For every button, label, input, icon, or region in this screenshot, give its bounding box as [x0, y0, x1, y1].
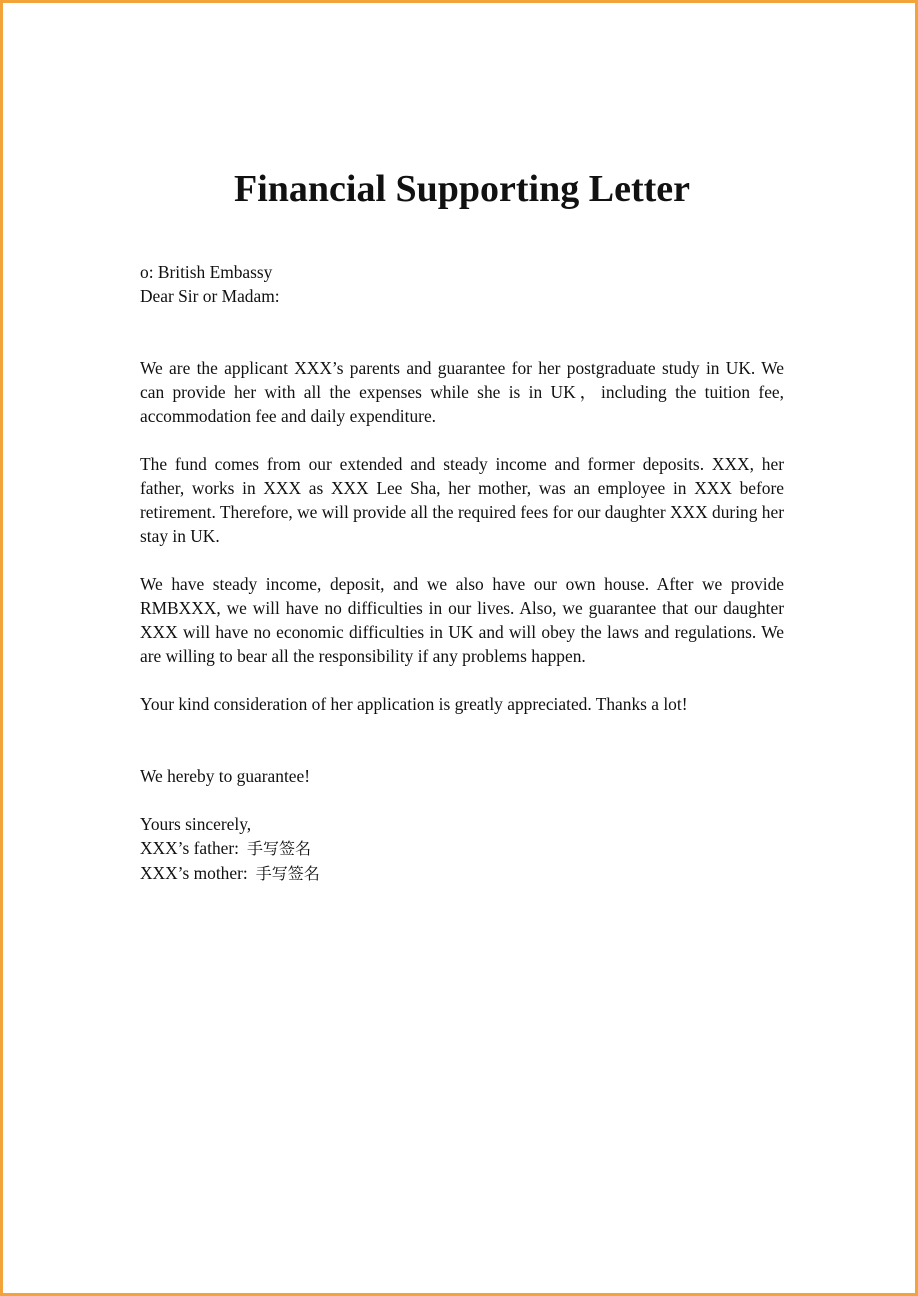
- recipient-line: o: British Embassy: [140, 262, 273, 282]
- paragraph-1: We are the applicant XXX’s parents and guarantee for her postgraduate study in UK. We can provide her with all the expenses while she is in UK，including the tuition fee, accommodation fee and daily expenditure.: [140, 358, 784, 426]
- paragraph-2: The fund comes from our extended and steady income and former deposits. XXX, her father, works in XXX as XXX Lee Sha, her mother, was an employee in XXX before retirement. Therefore, we will provide all the required fees for our daughter XXX during her stay in UK.: [140, 454, 784, 546]
- mother-signature-line: [140, 861, 784, 886]
- letter-body: [140, 260, 784, 886]
- father-signature-mark: 手写签名: [247, 839, 312, 858]
- paragraph-4: Your kind consideration of her application is greatly appreciated. Thanks a lot!: [140, 694, 688, 714]
- letter-title: Financial Supporting Letter: [233, 168, 691, 210]
- father-signature-label: XXX’s father:: [140, 838, 240, 858]
- father-signature-line: [140, 836, 784, 861]
- mother-signature-label: XXX’s mother:: [140, 863, 248, 883]
- paragraph-3: We have steady income, deposit, and we also have our own house. After we provide RMBXXX, we will have no difficulties in our lives. Also, we guarantee that our daughter XXX will have no economic difficulties in UK and will obey the laws and regulations. We are willing to bear all the responsibility if any problems happen.: [140, 574, 784, 666]
- closing-line: Yours sincerely,: [140, 814, 252, 834]
- salutation-line: Dear Sir or Madam:: [140, 286, 280, 306]
- guarantee-line: We hereby to guarantee!: [140, 766, 310, 786]
- mother-signature-mark: 手写签名: [255, 864, 320, 883]
